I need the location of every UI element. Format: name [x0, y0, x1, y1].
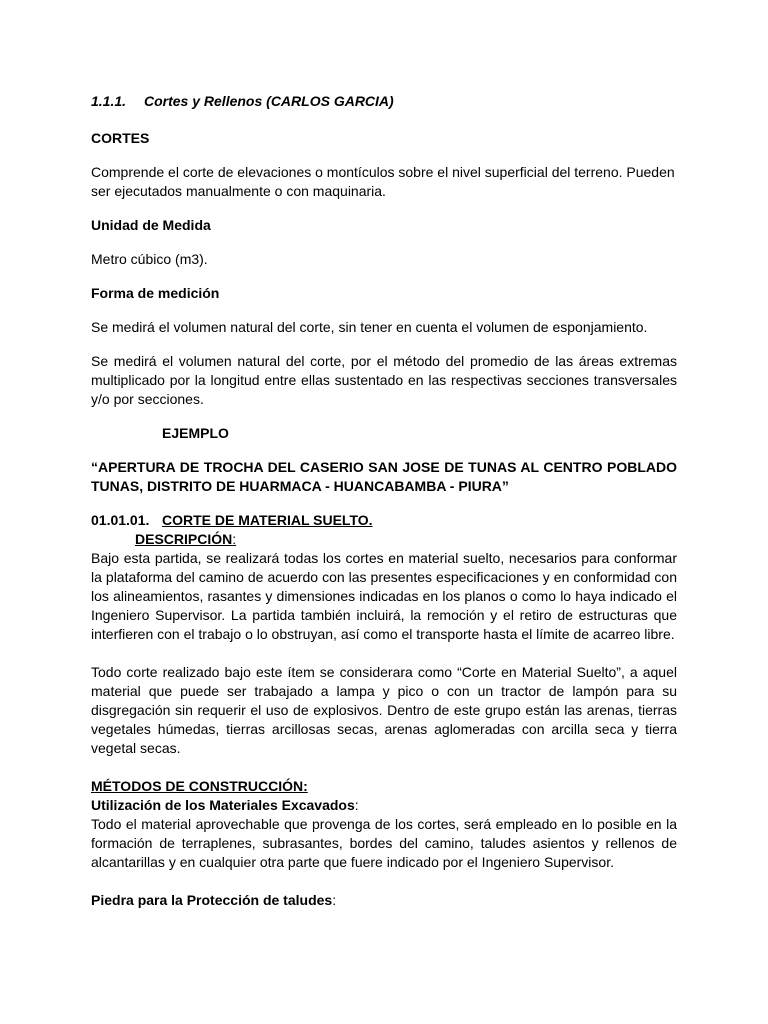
cortes-description: Comprende el corte de elevaciones o montículos sobre el nivel superficial del terreno. Pueden ser ejecutados manualmente o con maquinaria. — [91, 164, 675, 199]
item-title — [91, 511, 677, 530]
cortes-heading: CORTES — [91, 130, 150, 146]
metodos-subhead-1-colon: : — [354, 797, 359, 813]
item-number: 01.01.01. — [91, 512, 150, 528]
document-page — [91, 92, 677, 910]
description-title — [135, 530, 677, 549]
forma-paragraph-2: Se medirá el volumen natural del corte, por el método del promedio de las áreas extremas multiplicado por la longitud entre ellas sustentado en las respectivas secciones transversales y/o por secciones. — [91, 353, 677, 407]
section-title-text: Cortes y Rellenos (CARLOS GARCIA) — [144, 93, 394, 109]
forma-heading: Forma de medición — [91, 285, 220, 301]
metodos-subhead-2-label: Piedra para la Protección de taludes — [91, 892, 333, 908]
item-paragraph-2: Todo corte realizado bajo este ítem se considerara como “Corte en Material Suelto”, a aquel material que puede ser trabajado a lampa y pico o con un tractor de lampón para su disgregación sin requerir el uso de explosivos. Dentro de este grupo están las arenas, tierras vegetales húmedas, tierras arcillosas secas, arenas aglomeradas con arcilla seca y tierra vegetal secas. — [91, 664, 677, 756]
section-title — [91, 92, 677, 111]
description-colon: : — [232, 531, 237, 547]
unidad-value: Metro cúbico (m3). — [91, 251, 208, 267]
section-number: 1.1.1. — [91, 93, 127, 109]
metodos-subhead-1-label: Utilización de los Materiales Excavados — [91, 797, 355, 813]
forma-paragraph-1: Se medirá el volumen natural del corte, sin tener en cuenta el volumen de esponjamiento. — [91, 319, 648, 335]
description-label: DESCRIPCIÓN — [135, 531, 233, 547]
metodos-subhead-2-colon: : — [332, 892, 337, 908]
metodos-subhead-2 — [91, 891, 677, 910]
metodos-subhead-1-text: Todo el material aprovechable que provenga de los cortes, será empleado en lo posible en la formación de terraplenes, subrasantes, bordes del camino, taludes asientos y rellenos de alcantarillas y en cualquier otra parte que fuere indicado por el Ingeniero Supervisor. — [91, 816, 677, 870]
ejemplo-label: EJEMPLO — [162, 425, 229, 441]
item-title-text: CORTE DE MATERIAL SUELTO. — [162, 512, 373, 528]
project-title: “APERTURA DE TROCHA DEL CASERIO SAN JOSE DE TUNAS AL CENTRO POBLADO TUNAS, DISTRITO DE HUARMACA - HUANCABAMBA - PIURA” — [91, 459, 677, 494]
metodos-heading: MÉTODOS DE CONSTRUCCIÓN: — [91, 778, 308, 794]
unidad-heading: Unidad de Medida — [91, 217, 211, 233]
metodos-subhead-1 — [91, 796, 677, 815]
item-paragraph-1: Bajo esta partida, se realizará todas los cortes en material suelto, necesarios para conformar la plataforma del camino de acuerdo con las presentes especificaciones y en conformidad con los alineamientos, rasantes y dimensiones indicadas en los planos o como lo haya indicado el Ingeniero Supervisor. La partida también incluirá, la remoción y el retiro de estructuras que interfieren con el trabajo o lo obstruyan, así como el transporte hasta el límite de acarreo libre. — [91, 550, 677, 642]
